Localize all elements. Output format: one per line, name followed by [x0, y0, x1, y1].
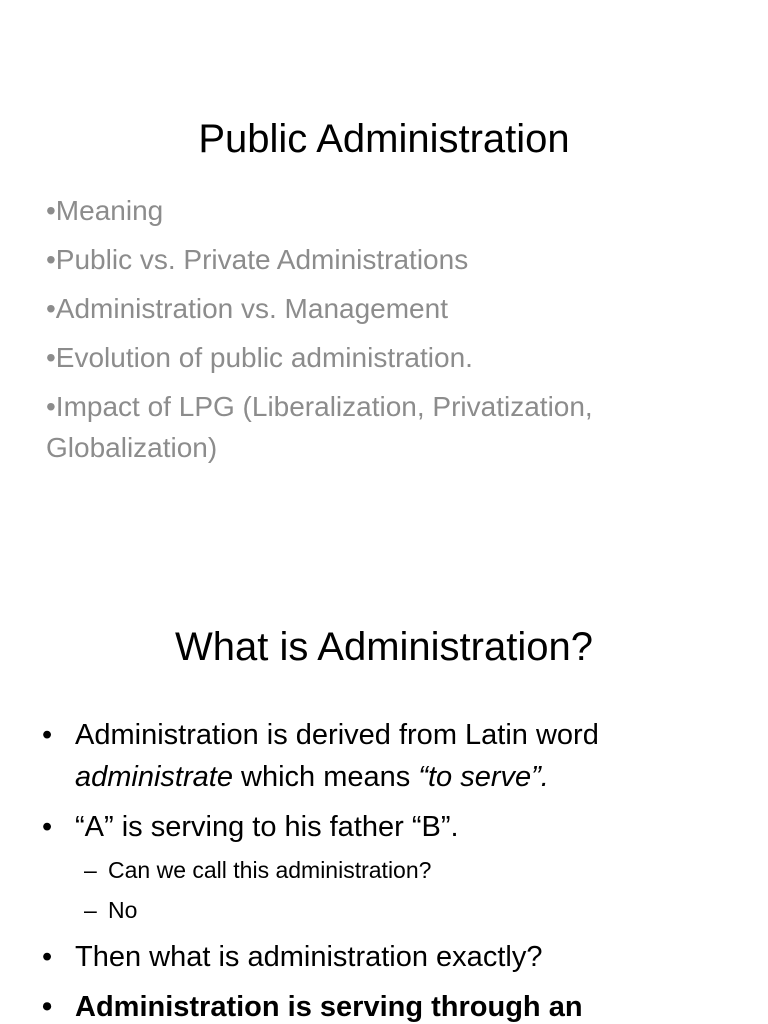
slide-title: What is Administration?: [175, 625, 593, 669]
list-item: [0, 714, 768, 798]
list-item: [0, 936, 768, 978]
topic-list: [46, 190, 746, 476]
slide-2: [0, 576, 768, 1024]
list-item: [0, 806, 768, 848]
bullet-glyph: •: [42, 941, 53, 973]
sub-item-text: No: [108, 897, 138, 923]
topic-item: •Meaning: [46, 195, 164, 226]
list-item: [0, 986, 768, 1024]
topic-item: •Evolution of public administration.: [46, 342, 473, 373]
item-italic-quote: “to serve”.: [418, 761, 549, 793]
item-text: Administration is serving through an: [75, 991, 583, 1023]
item-text: Then what is administration exactly?: [75, 941, 543, 973]
item-text: which means: [232, 761, 419, 793]
sub-list-item: [0, 894, 768, 926]
item-text: Administration is derived from Latin word: [75, 719, 599, 751]
item-italic-word: administrate: [75, 761, 233, 793]
dash-glyph: –: [84, 897, 97, 923]
bullet-glyph: •: [42, 991, 53, 1023]
bullet-glyph: •: [42, 811, 53, 843]
dash-glyph: –: [84, 857, 97, 883]
bullet-glyph: •: [42, 719, 53, 751]
topic-item: •Impact of LPG (Liberalization, Privatization, Globalization): [46, 391, 593, 463]
sub-item-text: Can we call this administration?: [108, 857, 432, 883]
sub-list-item: [0, 854, 768, 886]
topic-item: •Public vs. Private Administrations: [46, 244, 469, 275]
bullet-list: [0, 714, 768, 1024]
topic-item: •Administration vs. Management: [46, 293, 448, 324]
slide-title: Public Administration: [198, 117, 570, 161]
item-text: “A” is serving to his father “B”.: [75, 811, 459, 843]
